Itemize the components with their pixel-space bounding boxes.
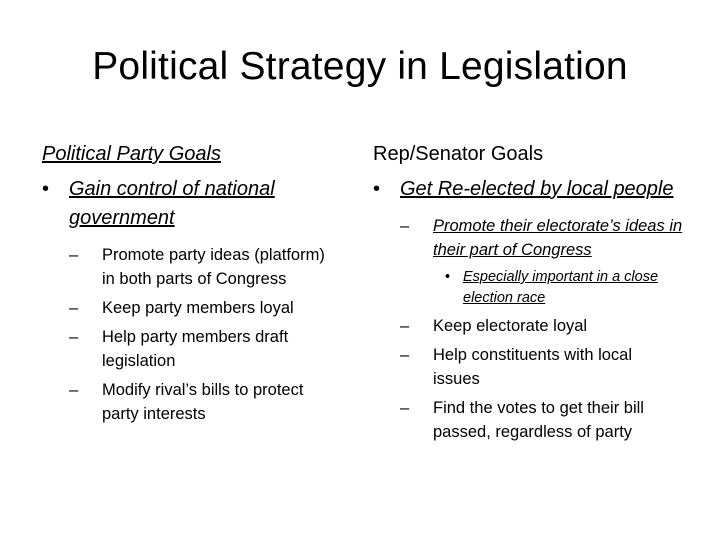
right-sub-item-text: Keep electorate loyal [433,317,588,335]
right-sub-item [373,214,683,262]
left-sub-item-text: Help party members draft legislation [102,328,289,370]
slide-title: Political Strategy in Legislation [92,45,628,88]
dash-icon: – [400,317,410,335]
right-sub-sub-item-text: Especially important in a close election race [463,269,659,306]
right-sub-item-text: Help constituents with local issues [433,346,633,388]
right-sub-item-text: Promote their electorate’s ideas in their part of Congress [433,217,683,259]
right-main-bullet [373,175,683,204]
bullet-icon: • [373,178,381,200]
left-main-bullet-text: Gain control of national government [69,178,275,229]
right-main-bullet-text: Get Re-elected by local people [400,178,674,200]
right-heading: Rep/Senator Goals [373,143,544,165]
left-sub-item [42,325,342,373]
left-sub-item [42,243,342,291]
bullet-icon: • [42,178,50,200]
left-sub-item-text: Keep party members loyal [102,299,294,317]
right-sub-item [373,314,683,338]
right-sub-sub-item [373,267,683,309]
left-main-bullet [42,175,342,233]
dash-icon: – [400,346,410,364]
right-sub-item [373,396,683,444]
dash-icon: – [400,217,410,235]
left-sub-item-text: Promote party ideas (platform) in both parts of Congress [102,246,325,288]
left-column [42,141,342,431]
dash-icon: – [69,381,79,399]
left-heading: Political Party Goals [42,143,221,165]
right-column [373,141,683,449]
left-sub-item [42,378,342,426]
bullet-icon: • [445,269,451,285]
right-sub-item [373,343,683,391]
left-sub-item-text: Modify rival’s bills to protect party interests [102,381,304,423]
dash-icon: – [69,328,79,346]
dash-icon: – [400,399,410,417]
right-sub-item-text: Find the votes to get their bill passed, regardless of party [433,399,644,441]
left-sub-item [42,296,342,320]
dash-icon: – [69,299,79,317]
dash-icon: – [69,246,79,264]
